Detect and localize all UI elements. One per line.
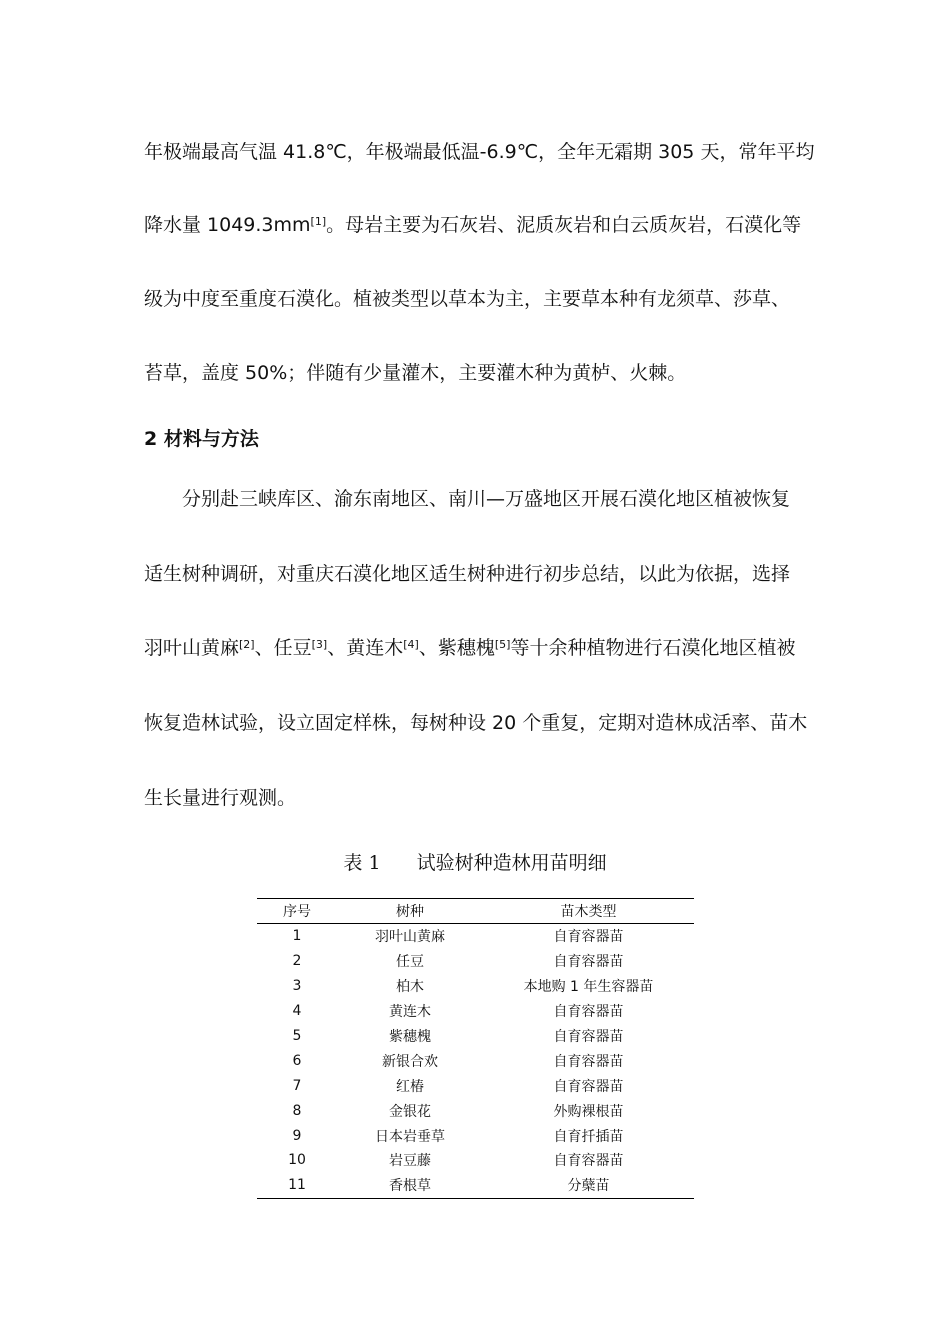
text-line xyxy=(144,635,795,661)
text-fragment: 、紫穗槐 xyxy=(418,637,495,659)
cell-species: 黄连木 xyxy=(389,1004,431,1021)
table-row xyxy=(257,924,694,949)
cell-index: 10 xyxy=(288,1152,306,1169)
column-header-seedling-type: 苗木类型 xyxy=(483,899,694,924)
table-caption-label: 表 1 xyxy=(343,852,381,874)
table-row xyxy=(257,999,694,1024)
cell-index: 4 xyxy=(292,1003,302,1020)
cell-index: 3 xyxy=(292,978,302,995)
table-row xyxy=(257,1173,694,1198)
citation-ref[interactable]: [2] xyxy=(239,638,255,651)
column-header-species: 树种 xyxy=(337,899,483,924)
text-line: 苔草，盖度 50%；伴随有少量灌木，主要灌木种为黄栌、火棘。 xyxy=(144,362,687,384)
cell-seedling-type: 自育容器苗 xyxy=(553,1153,624,1170)
cell-seedling-type: 自育容器苗 xyxy=(553,1029,624,1045)
cell-seedling-type: 自育容器苗 xyxy=(553,1053,624,1070)
text-fragment: 等十余种植物进行石漠化地区植被 xyxy=(510,637,796,659)
table-row xyxy=(257,949,694,974)
cell-species: 岩豆藤 xyxy=(389,1153,431,1170)
citation-ref[interactable]: [1] xyxy=(310,215,327,228)
cell-seedling-type: 自育扦插苗 xyxy=(553,1128,624,1145)
citation-ref[interactable]: [3] xyxy=(311,638,328,651)
table-row xyxy=(257,974,694,999)
table-row xyxy=(257,1148,694,1173)
table-body xyxy=(257,924,694,1199)
cell-index: 9 xyxy=(292,1127,302,1144)
cell-index: 1 xyxy=(292,928,302,945)
cell-species: 金银花 xyxy=(389,1103,431,1120)
table-row xyxy=(257,1123,694,1148)
table-row xyxy=(257,1048,694,1073)
text-fragment: 羽叶山黄麻 xyxy=(144,637,240,659)
cell-index: 8 xyxy=(292,1102,302,1119)
table-header-row xyxy=(257,899,694,924)
cell-index: 6 xyxy=(292,1052,302,1069)
cell-species: 新银合欢 xyxy=(382,1053,438,1070)
text-line: 生长量进行观测。 xyxy=(144,787,297,809)
cell-species: 红椿 xyxy=(396,1078,424,1095)
column-header-index: 序号 xyxy=(257,899,337,924)
cell-seedling-type: 自育容器苗 xyxy=(553,1004,624,1021)
cell-seedling-type: 本地购 1 年生容器苗 xyxy=(523,979,654,996)
text-fragment: 降水量 1049.3mm xyxy=(144,214,311,236)
cell-seedling-type: 自育容器苗 xyxy=(553,954,624,971)
table-caption-title: 试验树种造林用苗明细 xyxy=(416,852,607,874)
text-line: 分别赴三峡库区、渝东南地区、南川—万盛地区开展石漠化地区植被恢复 xyxy=(182,488,791,510)
cell-species: 柏木 xyxy=(396,979,424,996)
section-heading: 2 材料与方法 xyxy=(144,428,259,450)
text-line: 恢复造林试验，设立固定样株，每树种设 20 个重复，定期对造林成活率、苗木 xyxy=(144,712,808,734)
cell-species: 香根草 xyxy=(337,1173,483,1198)
citation-ref[interactable]: [4] xyxy=(403,638,419,651)
text-fragment: 、任豆 xyxy=(254,637,312,659)
cell-seedling-type: 外购裸根苗 xyxy=(553,1103,624,1120)
text-fragment: 、黄连木 xyxy=(327,637,404,659)
cell-species: 羽叶山黄麻 xyxy=(375,929,445,946)
text-fragment: 。母岩主要为石灰岩、泥质灰岩和白云质灰岩，石漠化等 xyxy=(326,214,802,236)
cell-seedling-type: 自育容器苗 xyxy=(553,1078,624,1095)
text-line xyxy=(144,212,801,238)
text-line: 级为中度至重度石漠化。植被类型以草本为主，主要草本种有龙须草、莎草、 xyxy=(144,288,791,310)
cell-index: 2 xyxy=(292,953,302,970)
cell-seedling-type: 分蘖苗 xyxy=(483,1173,694,1198)
citation-ref[interactable]: [5] xyxy=(494,638,511,651)
table-caption xyxy=(0,848,950,875)
table-row xyxy=(257,1024,694,1049)
cell-species: 任豆 xyxy=(396,954,424,971)
cell-index: 7 xyxy=(292,1077,302,1094)
cell-seedling-type: 自育容器苗 xyxy=(553,929,624,946)
table-row xyxy=(257,1073,694,1098)
text-line: 年极端最高气温 41.8℃，年极端最低温-6.9℃，全年无霜期 305 天，常年平均 xyxy=(144,141,815,163)
cell-index: 5 xyxy=(292,1028,302,1044)
text-line: 适生树种调研，对重庆石漠化地区适生树种进行初步总结，以此为依据，选择 xyxy=(144,563,791,585)
cell-index: 11 xyxy=(257,1173,337,1198)
seedling-table xyxy=(257,898,694,1199)
cell-species: 紫穗槐 xyxy=(389,1029,431,1045)
cell-species: 日本岩垂草 xyxy=(375,1128,445,1145)
table-row xyxy=(257,1098,694,1123)
